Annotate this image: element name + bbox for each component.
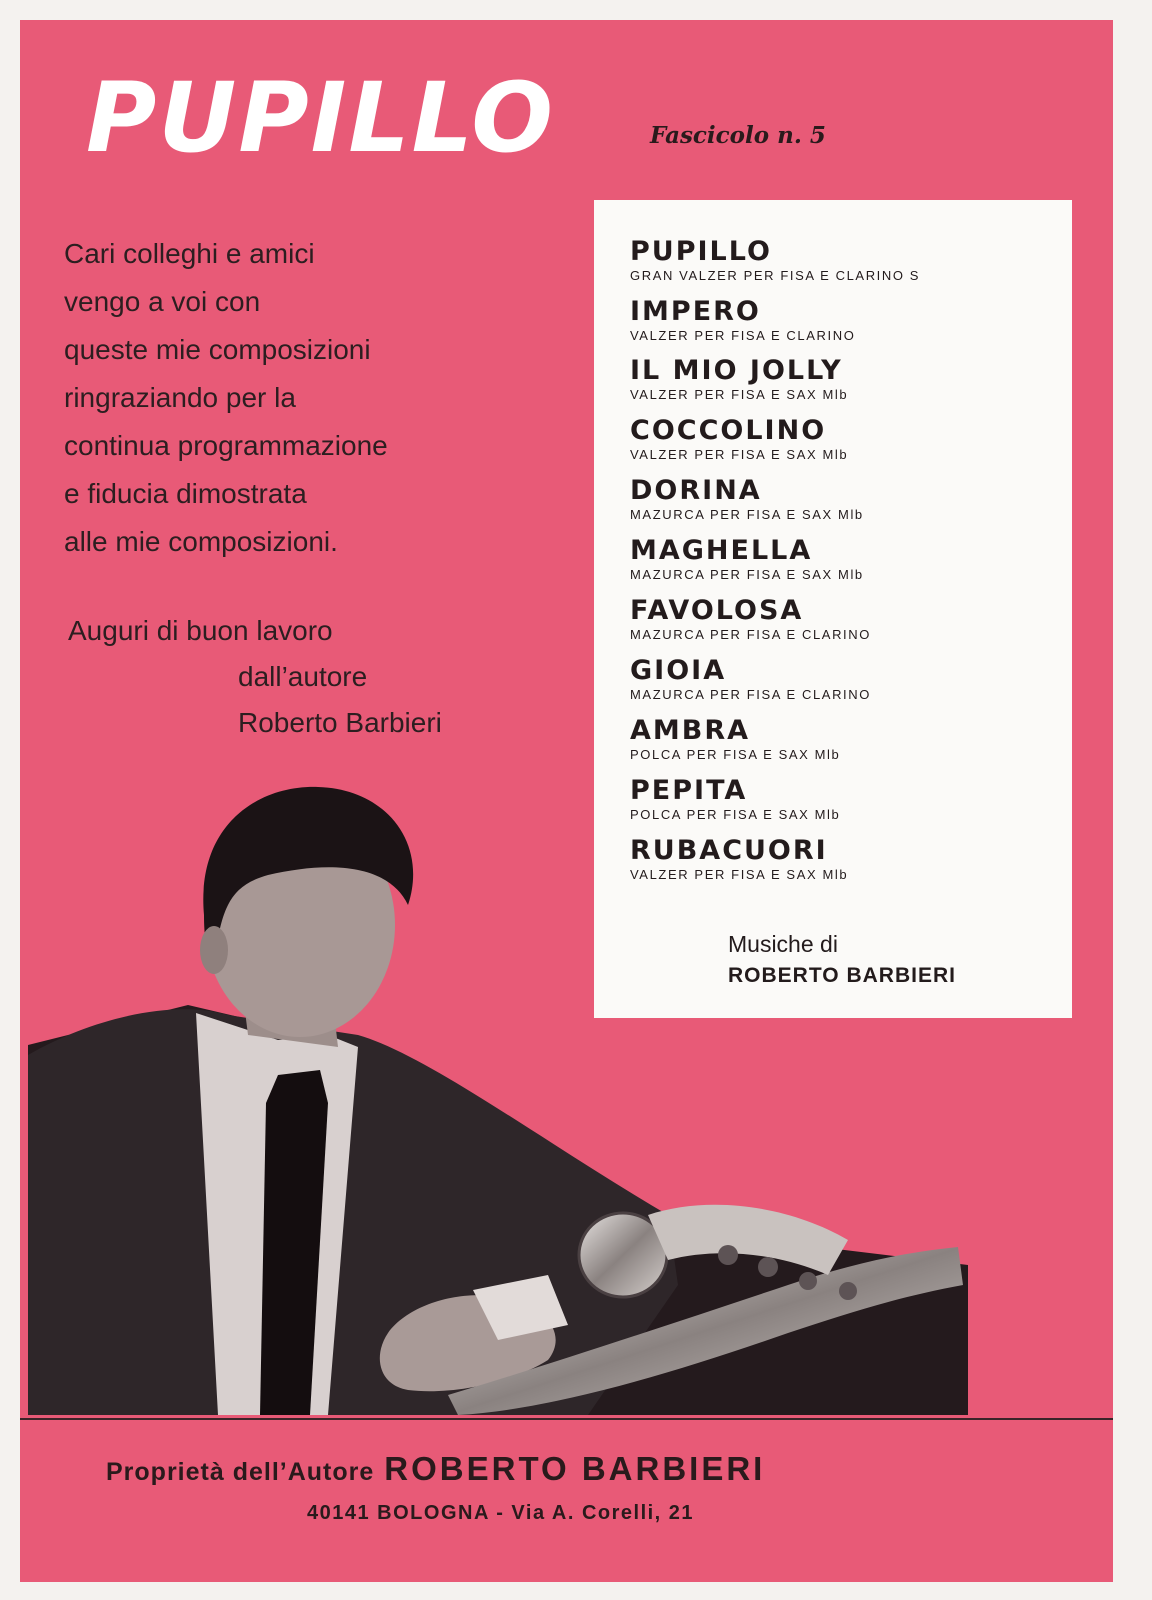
ownership-label: Proprietà dell’Autore [106,1458,375,1486]
publisher-line [106,1450,765,1488]
song-item [630,237,920,285]
greeting-line: dall’autore [238,661,368,692]
dedication-letter [64,230,574,566]
saxophone-key [839,1282,857,1300]
footer-divider [20,1418,1113,1420]
song-title: GIOIA [630,655,727,686]
song-subtitle: MAZURCA PER FISA E CLARINO [630,687,871,702]
saxophone-key [758,1257,778,1277]
song-title: DORINA [630,475,762,506]
song-item [630,536,864,584]
song-subtitle: MAZURCA PER FISA E CLARINO [630,627,871,642]
greeting [68,608,442,746]
letter-line: alle mie composizioni. [64,526,338,557]
song-item [630,416,848,464]
letter-line: Cari colleghi e amici [64,238,315,269]
credit-label: Musiche di [728,931,838,957]
song-title: AMBRA [630,715,751,746]
song-title: PUPILLO [630,236,772,267]
song-item [630,476,864,524]
saxophone-key [799,1272,817,1290]
letter-line: queste mie composizioni [64,334,371,365]
song-title: MAGHELLA [630,535,813,566]
cover-title: PUPILLO [86,62,555,174]
song-subtitle: VALZER PER FISA E SAX Mlb [630,867,849,882]
song-subtitle: GRAN VALZER PER FISA E CLARINO S [630,268,921,283]
song-item [630,596,871,644]
song-subtitle: MAZURCA PER FISA E SAX Mlb [630,567,864,582]
song-item [630,656,871,704]
letter-line: e fiducia dimostrata [64,478,307,509]
letter-line: continua programmazione [64,430,388,461]
song-subtitle: VALZER PER FISA E SAX Mlb [630,447,849,462]
issue-number: Fascicolo n. 5 [650,122,826,149]
owner-name: ROBERTO BARBIERI [384,1450,766,1487]
song-subtitle: VALZER PER FISA E CLARINO [630,328,856,343]
letter-line: ringraziando per la [64,382,296,413]
saxophonist-photo [28,785,968,1415]
song-subtitle: POLCA PER FISA E SAX Mlb [630,807,841,822]
song-title: IMPERO [630,296,761,327]
song-title: FAVOLOSA [630,595,804,626]
song-title: IL MIO JOLLY [630,355,843,386]
song-item [630,297,855,345]
greeting-line: Auguri di buon lavoro [68,615,333,646]
saxophone-key [718,1245,738,1265]
song-title: PEPITA [630,775,748,806]
song-subtitle: POLCA PER FISA E SAX Mlb [630,747,841,762]
publisher-address: 40141 BOLOGNA - Via A. Corelli, 21 [307,1502,695,1524]
cover [20,20,1113,1582]
letter-line: vengo a voi con [64,286,261,317]
song-item [630,356,848,404]
song-title: RUBACUORI [630,835,828,866]
credit-name: ROBERTO BARBIERI [728,964,956,987]
song-subtitle: MAZURCA PER FISA E SAX Mlb [630,507,864,522]
ear [200,926,228,974]
song-title: COCCOLINO [630,415,827,446]
song-subtitle: VALZER PER FISA E SAX Mlb [630,387,849,402]
song-item [630,716,840,764]
greeting-signature: Roberto Barbieri [238,707,442,738]
